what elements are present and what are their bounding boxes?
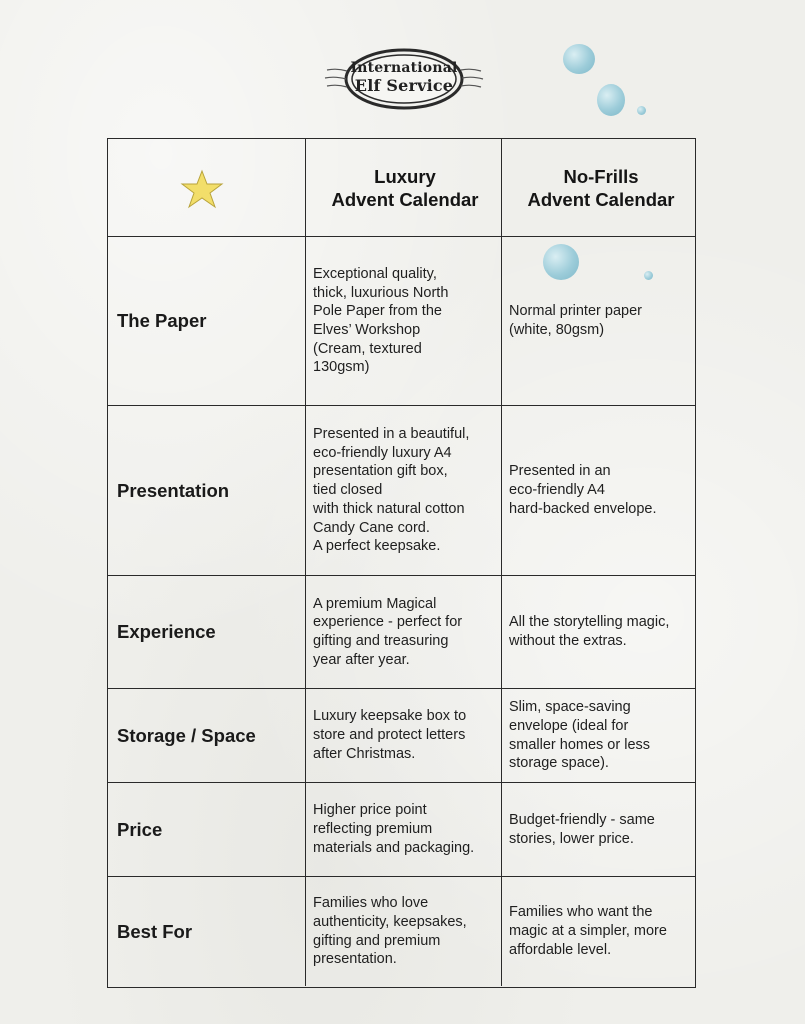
- luxury-text: A premium Magical experience - perfect for gifting and treasuring year after year.: [313, 595, 463, 668]
- luxury-cell: [305, 237, 501, 405]
- row-label: Storage / Space: [117, 724, 256, 746]
- nofrills-cell: [501, 576, 697, 688]
- luxury-cell: [305, 783, 501, 876]
- row-label: Experience: [117, 621, 216, 642]
- table-row: [108, 405, 695, 575]
- row-label: Presentation: [117, 479, 230, 501]
- row-label-cell: [108, 783, 305, 876]
- watercolor-drop: [563, 44, 595, 74]
- luxury-cell: [305, 576, 501, 688]
- nofrills-cell: [501, 237, 697, 405]
- table-row: [108, 688, 695, 782]
- logo-line-2: Elf Service: [354, 76, 454, 95]
- luxury-text: Families who love authenticity, keepsakes, gifting and premium presentation.: [313, 895, 467, 968]
- luxury-text: Higher price point reflecting premium materials and packaging.: [313, 802, 475, 856]
- luxury-text: Luxury keepsake box to store and protect letters after Christmas.: [313, 708, 467, 762]
- luxury-text: Presented in a beautiful, eco-friendly luxury A4 presentation gift box, tied closed with thick natural cotton Candy Cane cord. A perfect keepsake.: [313, 426, 470, 555]
- table-row: [108, 782, 695, 876]
- table-header-row: [108, 139, 695, 236]
- header-corner-cell: [108, 139, 305, 236]
- row-label-cell: [108, 406, 305, 575]
- nofrills-text: Slim, space-saving envelope (ideal for smaller homes or less storage space).: [509, 699, 651, 772]
- header-nofrills-cell: [501, 139, 697, 236]
- watercolor-drop: [637, 106, 646, 115]
- table-row: [108, 236, 695, 405]
- luxury-cell: [305, 689, 501, 782]
- nofrills-text: All the storytelling magic, without the extras.: [509, 614, 670, 649]
- table-row: [108, 876, 695, 986]
- row-label: Best For: [117, 920, 193, 942]
- row-label-cell: [108, 237, 305, 405]
- logo-line-1: International: [350, 60, 458, 76]
- nofrills-cell: [501, 689, 697, 782]
- row-label: The Paper: [117, 310, 207, 331]
- star-icon: [180, 169, 224, 209]
- row-label: Price: [117, 818, 163, 840]
- luxury-cell: [305, 406, 501, 575]
- international-elf-service-logo: [323, 40, 485, 118]
- nofrills-cell: [501, 783, 697, 876]
- nofrills-text: Presented in an eco-friendly A4 hard-backed envelope.: [509, 463, 657, 517]
- nofrills-text: Budget-friendly - same stories, lower price.: [509, 811, 655, 847]
- header-luxury: Luxury Advent Calendar: [331, 165, 479, 210]
- comparison-table: [107, 138, 696, 988]
- table-row: [108, 575, 695, 688]
- luxury-text: Exceptional quality, thick, luxurious North Pole Paper from the Elves’ Workshop (Cream, textured 130gsm): [313, 265, 449, 376]
- nofrills-cell: [501, 406, 697, 575]
- row-label-cell: [108, 576, 305, 688]
- row-label-cell: [108, 689, 305, 782]
- nofrills-cell: [501, 877, 697, 986]
- nofrills-text: Families who want the magic at a simpler, more affordable level.: [509, 904, 667, 958]
- luxury-cell: [305, 877, 501, 986]
- header-luxury-cell: [305, 139, 501, 236]
- header-nofrills: No-Frills Advent Calendar: [527, 165, 675, 210]
- watercolor-drop: [597, 84, 625, 116]
- row-label-cell: [108, 877, 305, 986]
- nofrills-text: Normal printer paper (white, 80gsm): [509, 303, 642, 338]
